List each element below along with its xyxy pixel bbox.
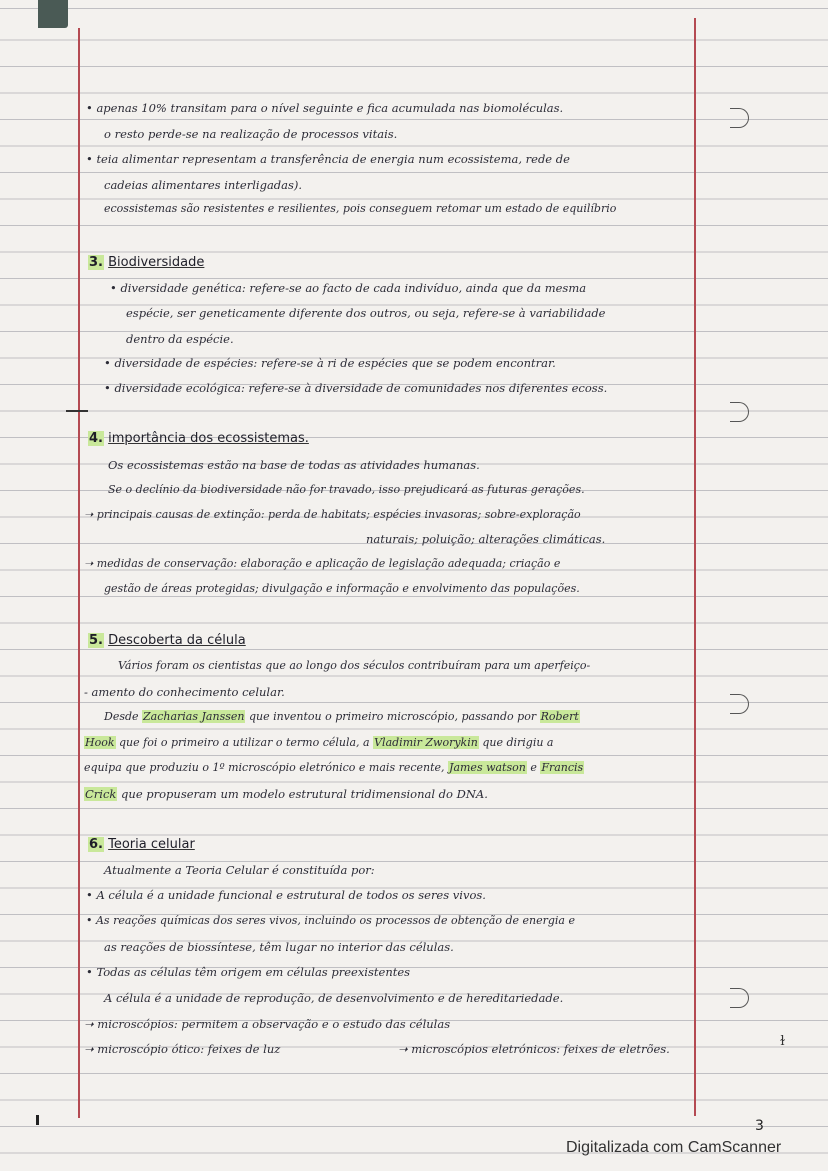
cientistas-line-2	[84, 735, 554, 751]
name-crick: Crick	[85, 787, 117, 801]
text-fragment: que dirigiu a	[478, 736, 554, 749]
text-fragment: equipa que produziu o 1º microscópio eletrónico e mais recente,	[84, 761, 449, 774]
name-vladimir: Vladimir Zworykin	[374, 736, 478, 749]
name-janssen: Zacharias Janssen	[143, 710, 245, 723]
heading-number: 4.	[89, 431, 103, 446]
text-line: Vários foram os cientistas que ao longo dos séculos contribuíram para um aperfeiço-	[118, 659, 591, 672]
text-line: • Todas as células têm origem em células preexistentes	[86, 965, 411, 979]
text-line: • diversidade de espécies: refere-se à ri de espécies que se podem encontrar.	[104, 356, 556, 370]
text-line: ➝ microscópios: permitem a observação e o estudo das células	[84, 1017, 451, 1031]
text-line: - amento do conhecimento celular.	[84, 685, 285, 699]
cientistas-line-4	[84, 786, 488, 802]
text-line: A célula é a unidade de reprodução, de desenvolvimento e de hereditariedade.	[104, 991, 564, 1005]
cientistas-line-1	[104, 709, 580, 725]
text-line: ➝ microscópio ótico: feixes de luz	[84, 1042, 281, 1056]
margin-tick	[66, 410, 88, 412]
corner-tab	[38, 0, 68, 28]
text-line: Atualmente a Teoria Celular é constituída por:	[104, 863, 375, 877]
text-line: Se o declínio da biodiversidade não for travado, isso prejudicará as futuras gerações.	[108, 483, 585, 496]
heading-biodiversidade	[88, 254, 204, 272]
binder-ring-icon	[730, 694, 749, 714]
text-line: as reações de biossíntese, têm lugar no interior das células.	[104, 940, 454, 954]
text-line: • diversidade ecológica: refere-se à diversidade de comunidades nos diferentes ecoss.	[104, 381, 608, 395]
text-line: • A célula é a unidade funcional e estrutural de todos os seres vivos.	[86, 888, 486, 902]
name-robert: Robert	[540, 710, 579, 723]
binder-ring-icon	[730, 108, 749, 128]
text-line: • teia alimentar representam a transferência de energia num ecossistema, rede de	[86, 152, 570, 166]
text-line: Os ecossistemas estão na base de todas as atividades humanas.	[108, 458, 480, 472]
page-number: 3	[755, 1118, 764, 1134]
name-francis: Francis	[541, 761, 584, 774]
side-mark: ɫ	[780, 1034, 785, 1049]
text-fragment: que foi o primeiro a utilizar o termo célula, a	[115, 736, 374, 749]
heading-title: Descoberta da célula	[108, 633, 246, 648]
binder-ring-icon	[730, 402, 749, 422]
scan-mark	[36, 1115, 39, 1125]
heading-descoberta	[88, 632, 246, 650]
name-watson: James watson	[449, 761, 526, 774]
right-margin-line	[694, 18, 696, 1116]
text-line: naturais; poluição; alterações climáticas.	[366, 532, 606, 546]
text-line: • apenas 10% transitam para o nível seguinte e fica acumulada nas biomoléculas.	[86, 101, 564, 115]
heading-importancia	[88, 430, 309, 448]
text-fragment: Desde	[104, 710, 143, 723]
heading-title: importância dos ecossistemas.	[108, 431, 309, 446]
text-fragment: e	[526, 761, 541, 774]
heading-number: 5.	[89, 633, 103, 648]
cientistas-line-3	[84, 760, 584, 776]
text-line: o resto perde-se na realização de processos vitais.	[104, 127, 398, 141]
text-line: ➝ principais causas de extinção: perda de habitats; espécies invasoras; sobre-exploração	[84, 508, 581, 521]
text-line: ➝ microscópios eletrónicos: feixes de eletrões.	[398, 1042, 670, 1056]
text-line: ➝ medidas de conservação: elaboração e aplicação de legislação adequada; criação e	[84, 557, 561, 570]
scanner-watermark: Digitalizada com CamScanner	[566, 1139, 782, 1156]
heading-title: Teoria celular	[108, 837, 195, 852]
text-line: ecossistemas são resistentes e resilientes, pois conseguem retomar um estado de equilíbrio	[104, 202, 617, 215]
heading-teoria-celular	[88, 836, 195, 854]
text-line: cadeias alimentares interligadas).	[104, 178, 303, 192]
heading-title: Biodiversidade	[108, 255, 205, 270]
text-line: gestão de áreas protegidas; divulgação e informação e envolvimento das populações.	[104, 582, 580, 595]
text-line: • diversidade genética: refere-se ao facto de cada indivíduo, ainda que da mesma	[110, 281, 587, 295]
name-hook: Hook	[85, 736, 115, 749]
text-line: • As reações químicas dos seres vivos, incluindo os processos de obtenção de energia e	[86, 914, 576, 927]
binder-ring-icon	[730, 988, 749, 1008]
text-fragment: que propuseram um modelo estrutural tridimensional do DNA.	[117, 787, 488, 801]
text-line: dentro da espécie.	[126, 332, 234, 346]
heading-number: 3.	[89, 255, 103, 270]
text-line: espécie, ser geneticamente diferente dos outros, ou seja, refere-se à variabilidade	[126, 306, 606, 320]
text-fragment: que inventou o primeiro microscópio, passando por	[245, 710, 540, 723]
heading-number: 6.	[89, 837, 103, 852]
left-margin-line	[78, 28, 80, 1118]
